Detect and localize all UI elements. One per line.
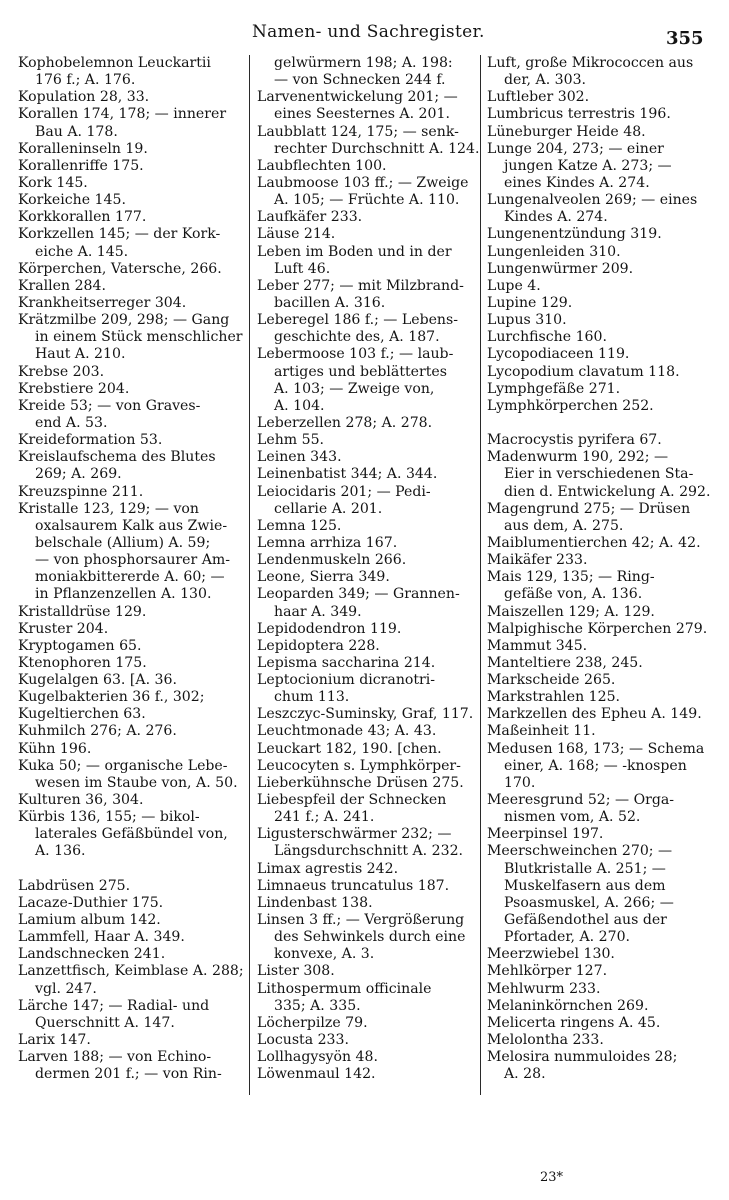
index-entry: Mehlwurm 233. xyxy=(487,980,601,997)
index-entry: Lüneburger Heide 48. xyxy=(487,123,646,140)
index-entry: Lungenalveolen 269; — eines xyxy=(487,192,698,209)
index-entry-continuation: Bau A. 178. xyxy=(35,123,118,140)
index-entry: Leinenbatist 344; A. 344. xyxy=(257,466,438,483)
column-divider xyxy=(480,55,481,1095)
index-entry: Limnaeus truncatulus 187. xyxy=(257,877,450,894)
index-entry: Maiszellen 129; A. 129. xyxy=(487,603,655,620)
index-entry-continuation: A. 105; — Früchte A. 110. xyxy=(274,192,460,209)
index-entry: Medusen 168, 173; — Schema xyxy=(487,740,705,757)
index-entry: Markzellen des Epheu A. 149. xyxy=(487,706,702,723)
index-entry-continuation: rechter Durchschnitt A. 124. xyxy=(274,140,480,157)
index-entry: Larvenentwickelung 201; — xyxy=(257,89,458,106)
index-entry-continuation: Haut A. 210. xyxy=(35,346,126,363)
index-entry: Lacaze-Duthier 175. xyxy=(18,894,164,911)
index-column-2 xyxy=(257,55,478,1083)
index-entry-continuation: A. 103; — Zweige von, xyxy=(274,380,435,397)
index-entry: Lupe 4. xyxy=(487,277,541,294)
index-entry-continuation: 335; A. 335. xyxy=(274,997,361,1014)
index-entry: Lupus 310. xyxy=(487,312,567,329)
index-entry-continuation: oxalsaurem Kalk aus Zwie- xyxy=(35,517,228,534)
index-entry: Larven 188; — von Echino- xyxy=(18,1049,212,1066)
index-entry: Laubflechten 100. xyxy=(257,157,387,174)
index-entry: Lungenwürmer 209. xyxy=(487,260,634,277)
index-entry: Lehm 55. xyxy=(257,432,325,449)
index-entry: Löcherpilze 79. xyxy=(257,1014,368,1031)
index-entry: Kuhmilch 276; A. 276. xyxy=(18,723,177,740)
index-entry: Lepidoptera 228. xyxy=(257,637,380,654)
index-entry-continuation: dien d. Entwickelung A. 292. xyxy=(504,483,711,500)
index-entry: Laubmoose 103 ff.; — Zweige xyxy=(257,174,469,191)
index-entry: Lendenmuskeln 266. xyxy=(257,552,407,569)
index-entry: Laufkäfer 233. xyxy=(257,209,363,226)
index-entry: Limax agrestis 242. xyxy=(257,860,399,877)
index-entry: Läuse 214. xyxy=(257,226,336,243)
index-entry: Lithospermum officinale xyxy=(257,980,432,997)
index-entry: Krankheitserreger 304. xyxy=(18,294,187,311)
index-entry: Meerzwiebel 130. xyxy=(487,946,615,963)
index-entry: Mais 129, 135; — Ring- xyxy=(487,569,655,586)
index-entry-continuation: wesen im Staube von, A. 50. xyxy=(35,774,238,791)
index-entry: Krebse 203. xyxy=(18,363,105,380)
index-entry: Kugeltierchen 63. xyxy=(18,706,146,723)
index-entry-continuation: 269; A. 269. xyxy=(35,466,122,483)
index-entry: Leoparden 349; — Grannen- xyxy=(257,586,460,603)
index-entry: Leberzellen 278; A. 278. xyxy=(257,414,433,431)
index-entry: Körperchen, Vatersche, 266. xyxy=(18,260,222,277)
index-entry: Landschnecken 241. xyxy=(18,946,166,963)
index-entry: Melolontha 233. xyxy=(487,1032,604,1049)
index-entry: Laubblatt 124, 175; — senk- xyxy=(257,123,459,140)
index-entry: Kuka 50; — organische Lebe- xyxy=(18,757,228,774)
index-entry: Markscheide 265. xyxy=(487,672,616,689)
running-title: Namen- und Sachregister. xyxy=(252,22,485,42)
index-entry: Linsen 3 ff.; — Vergrößerung xyxy=(257,912,465,929)
index-entry: Meerschweinchen 270; — xyxy=(487,843,673,860)
index-entry: Lungenleiden 310. xyxy=(487,243,621,260)
index-entry-continuation: moniakbittererde A. 60; — xyxy=(35,569,225,586)
index-entry-continuation: 176 f.; A. 176. xyxy=(35,72,136,89)
index-entry: Malpighische Körperchen 279. xyxy=(487,620,708,637)
index-entry: Leucocyten s. Lymphkörper- xyxy=(257,757,461,774)
index-entry: Kruster 204. xyxy=(18,620,109,637)
index-entry-continuation: belschale (Allium) A. 59; xyxy=(35,534,211,551)
index-entry: Liebespfeil der Schnecken xyxy=(257,792,447,809)
index-entry-continuation: in Pflanzenzellen A. 130. xyxy=(35,586,212,603)
index-entry: Lumbricus terrestris 196. xyxy=(487,106,671,123)
index-entry: Krebstiere 204. xyxy=(18,380,130,397)
page-number: 355 xyxy=(666,28,704,49)
index-entry: Leuckart 182, 190. [chen. xyxy=(257,740,442,757)
index-entry-continuation: vgl. 247. xyxy=(35,980,97,997)
index-entry-continuation: bacillen A. 316. xyxy=(274,294,386,311)
index-entry-continuation: gelwürmern 198; A. 198: xyxy=(274,55,453,71)
index-entry: Krallen 284. xyxy=(18,277,106,294)
index-entry-continuation: eines Seesternes A. 201. xyxy=(274,106,450,123)
index-entry: Markstrahlen 125. xyxy=(487,689,621,706)
index-entry-continuation: des Sehwinkels durch eine xyxy=(274,929,466,946)
index-entry: Korkzellen 145; — der Kork- xyxy=(18,226,221,243)
index-entry-continuation: konvexe, A. 3. xyxy=(274,946,375,963)
index-entry: Lupine 129. xyxy=(487,294,573,311)
index-entry: Melaninkörnchen 269. xyxy=(487,997,649,1014)
index-entry-continuation: artiges und beblättertes xyxy=(274,363,447,380)
index-entry-continuation: einer, A. 168; — -knospen xyxy=(504,757,687,774)
index-entry-continuation: eiche A. 145. xyxy=(35,243,129,260)
index-entry: Lindenbast 138. xyxy=(257,894,373,911)
page-header xyxy=(0,20,729,50)
index-entry-continuation: haar A. 349. xyxy=(274,603,362,620)
index-entry: Kristalldrüse 129. xyxy=(18,603,147,620)
index-entry-continuation: Blutkristalle A. 251; — xyxy=(504,860,666,877)
index-entry: Kugelalgen 63. [A. 36. xyxy=(18,672,177,689)
index-entry: Maßeinheit 11. xyxy=(487,723,596,740)
index-entry-continuation: A. 28. xyxy=(504,1066,546,1083)
index-entry-continuation: laterales Gefäßbündel von, xyxy=(35,826,228,843)
index-entry-continuation: aus dem, A. 275. xyxy=(504,517,624,534)
index-entry: Lieberkühnsche Drüsen 275. xyxy=(257,774,464,791)
index-entry: Maiblumentierchen 42; A. 42. xyxy=(487,534,701,551)
column-divider xyxy=(249,55,250,1095)
index-entry: Korkeiche 145. xyxy=(18,192,126,209)
index-entry: Lemna arrhiza 167. xyxy=(257,534,398,551)
index-entry: Macrocystis pyrifera 67. xyxy=(487,432,662,449)
index-entry-continuation: Querschnitt A. 147. xyxy=(35,1014,175,1031)
index-entry: Mammut 345. xyxy=(487,637,588,654)
index-entry: Korkkorallen 177. xyxy=(18,209,147,226)
index-entry-continuation: Gefäßendothel aus der xyxy=(504,912,667,929)
index-entry: Mehlkörper 127. xyxy=(487,963,608,980)
index-entry: Lymphgefäße 271. xyxy=(487,380,621,397)
index-entry: Kulturen 36, 304. xyxy=(18,792,144,809)
index-entry: Ligusterschwärmer 232; — xyxy=(257,826,452,843)
index-entry: Löwenmaul 142. xyxy=(257,1066,376,1083)
index-entry-continuation: Längsdurchschnitt A. 232. xyxy=(274,843,464,860)
index-entry: Ktenophoren 175. xyxy=(18,654,147,671)
index-entry: Kork 145. xyxy=(18,174,88,191)
index-entry: Lungenentzündung 319. xyxy=(487,226,662,243)
index-entry: Lunge 204, 273; — einer xyxy=(487,140,664,157)
index-entry: Labdrüsen 275. xyxy=(18,877,131,894)
section-gap xyxy=(18,861,253,878)
index-entry: Larix 147. xyxy=(18,1032,91,1049)
index-entry: Manteltiere 238, 245. xyxy=(487,654,643,671)
index-entry: Lepidodendron 119. xyxy=(257,620,402,637)
index-entry: Kürbis 136, 155; — bikol- xyxy=(18,809,200,826)
index-entry: Maikäfer 233. xyxy=(487,552,588,569)
index-entry: Lanzettfisch, Keimblase A. 288; xyxy=(18,963,244,980)
index-entry-continuation: cellarie A. 201. xyxy=(274,500,383,517)
index-entry-continuation: geschichte des, A. 187. xyxy=(274,329,440,346)
section-gap xyxy=(487,415,719,432)
index-entry-continuation: Muskelfasern aus dem xyxy=(504,877,666,894)
index-entry-continuation: 170. xyxy=(504,774,536,791)
index-entry-continuation: eines Kindes A. 274. xyxy=(504,174,650,191)
index-entry-continuation: — von phosphorsaurer Am- xyxy=(35,552,231,569)
index-entry: Leben im Boden und in der xyxy=(257,243,452,260)
index-entry: Meeresgrund 52; — Orga- xyxy=(487,792,675,809)
index-entry: Lamium album 142. xyxy=(18,912,161,929)
index-entry-continuation: 241 f.; A. 241. xyxy=(274,809,375,826)
index-entry-continuation: Pfortader, A. 270. xyxy=(504,929,631,946)
index-entry: Melicerta ringens A. 45. xyxy=(487,1014,661,1031)
index-entry: Kophobelemnon Leuckartii xyxy=(18,55,211,71)
index-entry-continuation: Eier in verschiedenen Sta- xyxy=(504,466,694,483)
index-entry: Krätzmilbe 209, 298; — Gang xyxy=(18,312,230,329)
index-entry: Leuchtmonade 43; A. 43. xyxy=(257,723,437,740)
index-entry: Luftleber 302. xyxy=(487,89,590,106)
index-entry: Kreide 53; — von Graves- xyxy=(18,397,201,414)
index-entry: Leptocionium dicranotri- xyxy=(257,672,436,689)
index-entry-continuation: end A. 53. xyxy=(35,414,108,431)
index-entry: Leiocidaris 201; — Pedi- xyxy=(257,483,431,500)
index-entry-continuation: nismen vom, A. 52. xyxy=(504,809,641,826)
index-entry-continuation: chum 113. xyxy=(274,689,350,706)
index-entry: Melosira nummuloides 28; xyxy=(487,1049,678,1066)
index-entry: Kopulation 28, 33. xyxy=(18,89,150,106)
index-entry-continuation: A. 104. xyxy=(274,397,325,414)
index-entry: Luft, große Mikrococcen aus xyxy=(487,55,694,71)
index-entry: Meerpinsel 197. xyxy=(487,826,604,843)
index-entry: Locusta 233. xyxy=(257,1032,349,1049)
index-entry-continuation: jungen Katze A. 273; — xyxy=(504,157,672,174)
index-entry-continuation: der, A. 303. xyxy=(504,72,587,89)
index-entry: Lärche 147; — Radial- und xyxy=(18,997,210,1014)
index-entry-continuation: Luft 46. xyxy=(274,260,331,277)
index-entry: Leinen 343. xyxy=(257,449,342,466)
index-entry: Lurchfische 160. xyxy=(487,329,607,346)
index-entry: Koralleninseln 19. xyxy=(18,140,148,157)
index-entry: Lollhagysyön 48. xyxy=(257,1049,378,1066)
index-entry: Kreislaufschema des Blutes xyxy=(18,449,216,466)
index-entry: Lebermoose 103 f.; — laub- xyxy=(257,346,454,363)
index-column-3 xyxy=(487,55,719,1083)
index-entry: Lister 308. xyxy=(257,963,335,980)
index-entry: Leber 277; — mit Milzbrand- xyxy=(257,277,464,294)
index-entry: Kugelbakterien 36 f., 302; xyxy=(18,689,205,706)
index-entry-continuation: gefäße von, A. 136. xyxy=(504,586,643,603)
index-entry: Lycopodiaceen 119. xyxy=(487,346,630,363)
index-entry: Leone, Sierra 349. xyxy=(257,569,390,586)
index-column-1 xyxy=(18,55,253,1083)
index-entry: Leberegel 186 f.; — Lebens- xyxy=(257,312,459,329)
signature-mark: 23* xyxy=(540,1170,564,1185)
index-entry: Lepisma saccharina 214. xyxy=(257,654,436,671)
index-entry: Lammfell, Haar A. 349. xyxy=(18,929,185,946)
index-entry-continuation: Kindes A. 274. xyxy=(504,209,608,226)
index-entry: Kristalle 123, 129; — von xyxy=(18,500,199,517)
index-entry-continuation: dermen 201 f.; — von Rin- xyxy=(35,1066,222,1083)
index-entry: Magengrund 275; — Drüsen xyxy=(487,500,691,517)
index-entry-continuation: Psoasmuskel, A. 266; — xyxy=(504,894,674,911)
index-entry: Lymphkörperchen 252. xyxy=(487,397,654,414)
index-entry: Kreuzspinne 211. xyxy=(18,483,144,500)
index-entry: Leszczyc-Suminsky, Graf, 117. xyxy=(257,706,474,723)
index-entry: Korallen 174, 178; — innerer xyxy=(18,106,227,123)
index-entry: Kühn 196. xyxy=(18,740,92,757)
index-entry-continuation: — von Schnecken 244 f. xyxy=(274,72,446,89)
index-entry: Korallenriffe 175. xyxy=(18,157,144,174)
index-entry: Madenwurm 190, 292; — xyxy=(487,449,669,466)
index-entry: Kryptogamen 65. xyxy=(18,637,142,654)
index-entry-continuation: in einem Stück menschlicher xyxy=(35,329,243,346)
index-entry: Lemna 125. xyxy=(257,517,342,534)
index-entry: Lycopodium clavatum 118. xyxy=(487,363,680,380)
index-entry-continuation: A. 136. xyxy=(35,843,86,860)
index-entry: Kreideformation 53. xyxy=(18,432,163,449)
